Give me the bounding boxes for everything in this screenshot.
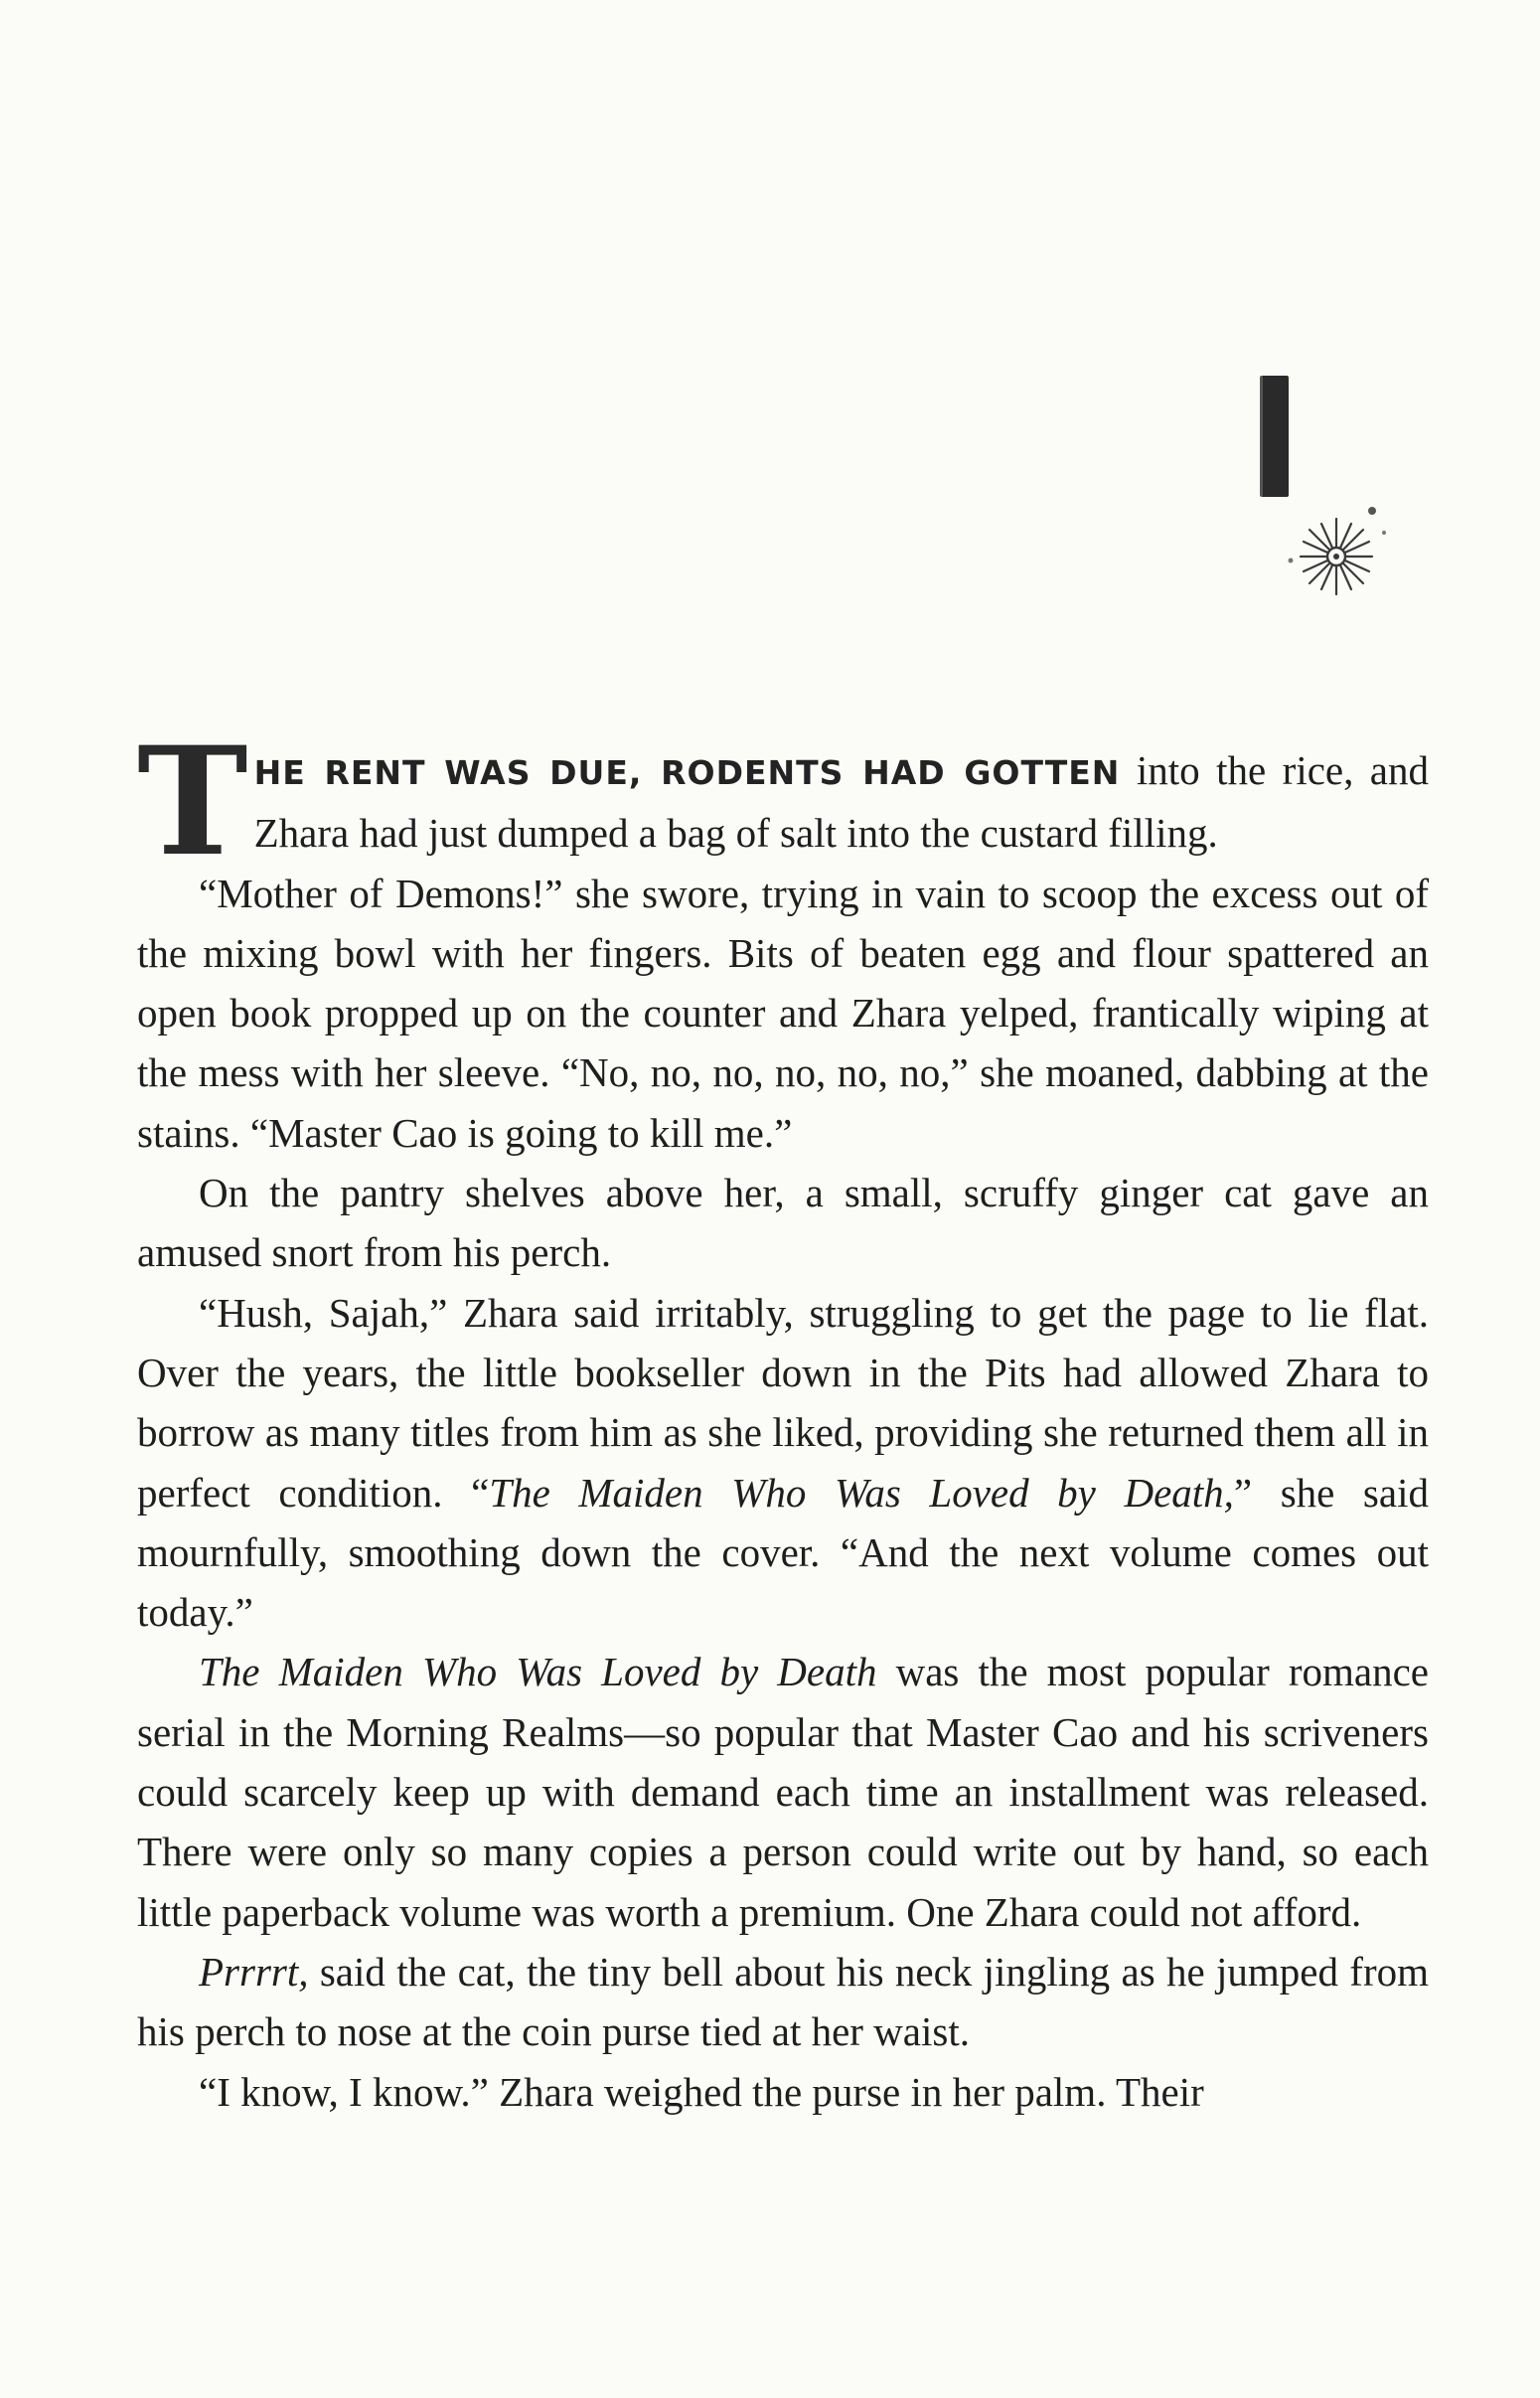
chapter-body <box>137 715 1430 2122</box>
paragraph-text: into the rice, and Zhara had just dumped a bag of salt into the custard filling. <box>253 747 1430 857</box>
paragraph-3 <box>137 1163 1429 1283</box>
paragraph-text: On the pantry shelves above her, a small, scruffy ginger cat gave an amused snort from his perch. <box>137 1170 1429 1276</box>
paragraph-7 <box>137 2062 1429 2122</box>
paragraph-6 <box>137 1942 1429 2062</box>
chapter-number <box>1260 376 1289 497</box>
paragraph-text-after: said the cat, the tiny bell about his neck jingling as he jumped from his perch to nose at the coin purse tied at her waist. <box>137 1948 1429 2055</box>
opening-small-caps: HE RENT WAS DUE, RODENTS HAD GOTTEN <box>253 753 1121 792</box>
sparkle-star-icon <box>1277 497 1396 616</box>
paragraph-text: “I know, I know.” Zhara weighed the purse in her palm. Their <box>199 2068 1204 2115</box>
cat-sound-italic: Prrrrt, <box>199 1948 309 1995</box>
paragraph-4 <box>137 1283 1429 1643</box>
paragraph-1 <box>137 715 1430 889</box>
book-title-italic: The Maiden Who Was Loved by Death, <box>489 1469 1234 1516</box>
paragraph-text: “Hush, Sajah,” Zhara said irritably, struggling to get the page to lie flat. Over the years, the little bookseller down in the Pits had allowed Zhara to borrow as many titles from him as she liked, providing she returned them all in perfect condition. “ <box>137 1289 1429 1516</box>
paragraph-text-after: was the most popular romance serial in the Morning Realms—so popular that Master Cao and his scriveners could scarcely keep up with demand each time an installment was released. There were only so many copies a person could write out by hand, so each little paperback volume was worth a premium. One Zhara could not afford. <box>137 1649 1429 1935</box>
book-title-italic: The Maiden Who Was Loved by Death <box>199 1649 877 1695</box>
paragraph-text-after: ” she said mournfully, smoothing down the cover. “And the next volume comes out today.” <box>137 1469 1429 1636</box>
paragraph-2 <box>137 864 1429 1163</box>
drop-cap: T <box>137 715 248 889</box>
paragraph-5 <box>137 1642 1429 1941</box>
paragraph-text: “Mother of Demons!” she swore, trying in vain to scoop the excess out of the mixing bowl with her fingers. Bits of beaten egg and flour spattered an open book propped up on the counter and Zhara yelped, frantically wiping at the mess with her sleeve. “No, no, no, no, no, no,” she moaned, dabbing at the stains. “Master Cao is going to kill me.” <box>137 870 1429 1156</box>
